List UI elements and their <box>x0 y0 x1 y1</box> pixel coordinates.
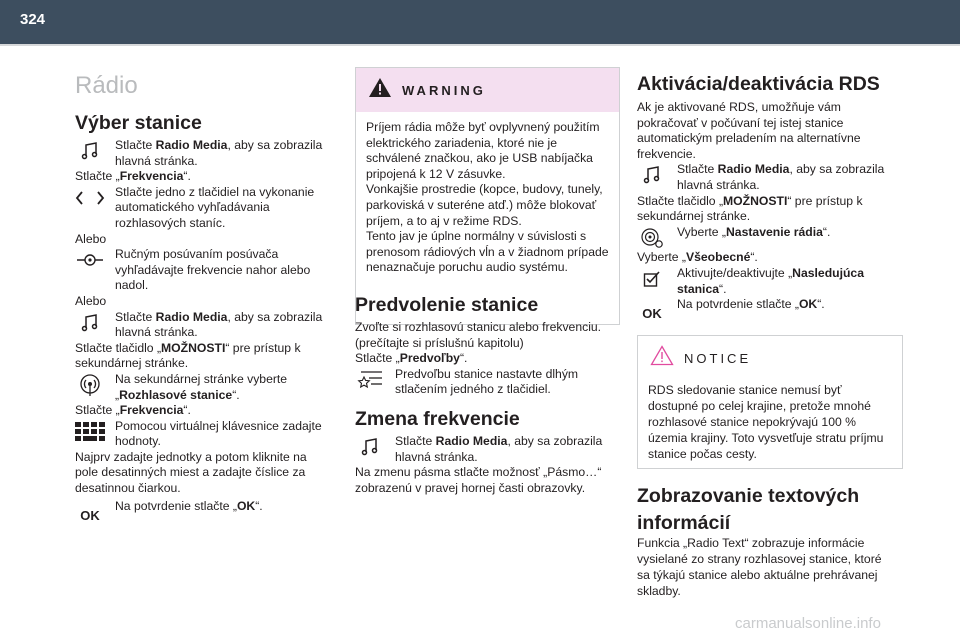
warning-title: WARNING <box>402 82 486 98</box>
warning-body <box>356 112 619 282</box>
footer-watermark: carmanualsonline.info <box>735 615 881 632</box>
station-select-steps <box>75 138 325 523</box>
checkbox-icon <box>637 268 667 290</box>
notice-text: RDS sledovanie stanice nemusí byť dostupné po celej krajine, pretože mnohé rozhlasové stanice nepokrývajú 100 % územia krajiny. Toto vysvetľuje stratu príjmu stanice počas cesty. <box>648 383 884 461</box>
chapter-title: Rádio <box>75 72 138 99</box>
or-label-2: Alebo <box>75 293 107 308</box>
page-number: 324 <box>20 11 46 28</box>
radio-waves-icon <box>75 374 105 396</box>
preset-step-2: Predvoľbu stanice nastavte dlhým stlačením jedného z tlačidiel. <box>355 367 605 398</box>
header-divider <box>0 44 960 46</box>
section-title-text-info: Zobrazovanie textových informácií <box>637 485 860 534</box>
music-note-icon <box>637 164 667 186</box>
rds-steps <box>637 100 892 322</box>
warning-line-2: Vonkajšie prostredie (kopce, budovy, tunely, parkoviská v suteréne atď.) môže blokovať príjem, a to aj v režime RDS. <box>366 182 603 228</box>
keyboard-icon <box>75 421 105 443</box>
step-options: Stlačte tlačidlo „MOŽNOSTI“ pre prístup k sekundárnej stránke. <box>75 340 301 371</box>
rds-step-2: Stlačte tlačidlo „MOŽNOSTI“ pre prístup k sekundárnej stránke. <box>637 193 863 224</box>
step-frequency-2: Stlačte „Frekvencia“. <box>75 403 191 418</box>
notice-title: NOTICE <box>684 350 752 366</box>
step-manual-slider: Ručným posúvaním posúvača vyhľadávajte frekvencie nahor alebo nadol. <box>75 247 325 294</box>
warning-line-3: Tento jav je úplne normálny v súvislosti s prenosom rádiových vĺn a v žiadnom prípade nenaznačuje poruchu audio systému. <box>366 229 609 275</box>
rds-intro: Ak je aktivované RDS, umožňuje vám pokračovať v počúvaní tej istej stanice automatickým preladením na alternatívne frekvencie. <box>637 100 861 161</box>
preset-intro: Zvoľte si rozhlasovú stanicu alebo frekvenciu. (prečítajte si príslušnú kapitolu) <box>355 320 602 350</box>
rds-step-3: Vyberte „Nastavenie rádia“. <box>637 225 892 241</box>
band-step-2: Na zmenu pásma stlačte možnosť „Pásmo…“ zobrazenú v pravej hornej časti obrazovky. <box>355 465 602 495</box>
step-frequency: Stlačte „Frekvencia“. <box>75 169 191 184</box>
star-list-icon <box>355 369 385 391</box>
music-note-icon <box>355 436 385 458</box>
rds-step-4: Vyberte „Všeobecné“. <box>637 250 758 265</box>
notice-body <box>638 380 902 468</box>
warning-box <box>355 67 620 325</box>
notice-header <box>638 336 902 380</box>
step-radio-stations: Na sekundárnej stránke vyberte „Rozhlasové stanice“. <box>75 372 325 403</box>
music-note-icon <box>75 312 105 334</box>
warning-triangle-icon <box>368 77 392 103</box>
step-auto-search: Stlačte jedno z tlačidiel na vykonanie automatického vyhľadávania rozhlasových staníc. <box>75 185 325 232</box>
ok-icon: OK <box>80 507 100 523</box>
section-title-rds: Aktivácia/deaktivácia RDS <box>637 73 880 95</box>
ok-icon: OK <box>642 306 662 322</box>
section-title-band: Zmena frekvencie <box>355 408 520 430</box>
section-title-presets: Predvolenie stanice <box>355 294 539 316</box>
seek-arrows-icon <box>75 187 105 209</box>
step-decimal-entry: Najprv zadajte jednotky a potom kliknite na pole desatinných miest a zadajte číslice za desatinnou čiarkou. <box>75 449 307 496</box>
step-confirm-ok: OK Na potvrdenie stlačte „OK“. <box>75 499 325 515</box>
band-step-1: Stlačte Radio Media, aby sa zobrazila hlavná stránka. <box>355 434 605 465</box>
rds-step-1: Stlačte Radio Media, aby sa zobrazila hlavná stránka. <box>637 162 892 193</box>
rds-step-5: Aktivujte/deaktivujte „Nasledujúca stanica“. <box>637 266 892 297</box>
presets-steps <box>355 320 605 398</box>
or-label-1: Alebo <box>75 231 107 246</box>
warning-header <box>356 68 619 112</box>
page-header <box>0 0 960 44</box>
music-note-icon <box>75 140 105 162</box>
step-virtual-keyboard: Pomocou virtuálnej klávesnice zadajte hodnoty. <box>75 419 325 450</box>
warning-line-1: Príjem rádia môže byť ovplyvnený použitím elektrického zariadenia, ktoré nie je schválené značkou, ako je USB nabíjačka pripojená k 12 V zásuvke. <box>366 120 600 181</box>
rds-step-6: OK Na potvrdenie stlačte „OK“. <box>637 297 892 313</box>
step-radio-media-2: Stlačte Radio Media, aby sa zobrazila hlavná stránka. <box>75 310 325 341</box>
band-steps <box>355 434 605 496</box>
step-radio-media: Stlačte Radio Media, aby sa zobrazila hlavná stránka. <box>75 138 325 169</box>
notice-box <box>637 335 903 469</box>
text-info-body <box>637 535 892 599</box>
text-info-text: Funkcia „Radio Text“ zobrazuje informácie vysielané zo strany rozhlasovej stanice, ktoré sa týkajú stanice alebo aktuálne prehrávanej skladby. <box>637 536 882 598</box>
preset-step-1: Stlačte „Predvoľby“. <box>355 351 468 366</box>
slider-dial-icon <box>75 249 105 271</box>
section-title-station-select: Výber stanice <box>75 112 202 134</box>
radio-settings-icon <box>637 227 667 249</box>
notice-triangle-icon <box>650 345 674 371</box>
